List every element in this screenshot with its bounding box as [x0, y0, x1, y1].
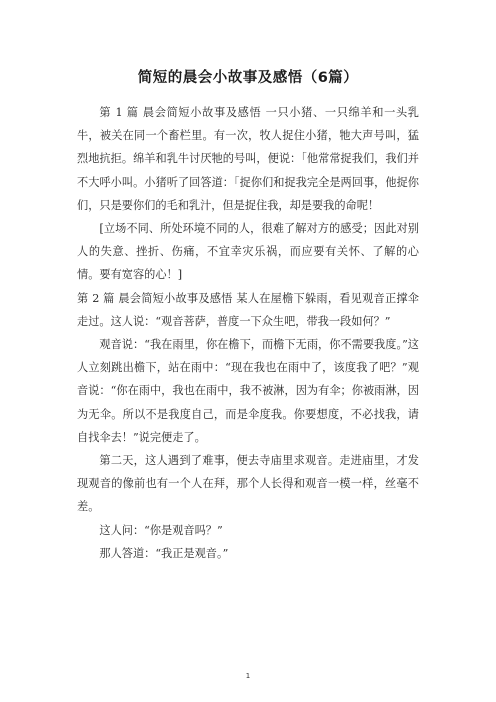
paragraph-7: 那人答道：“我正是观音。”	[99, 546, 229, 560]
document-body	[77, 101, 419, 565]
paragraph-1: 第 1 篇 晨会简短小故事及感悟 一只小猪、一只绵羊和一头乳牛，被关在同一个畜栏里。有一次，牧人捉住小猪，牠大声号叫，猛烈地抗拒。绵羊和乳牛讨厌牠的号叫，便说：「他常常捉我们，我们并不大呼小叫。小猪听了回答道：「捉你们和捉我完全是两回事，他捉你们，只是要你们的毛和乳汁，但是捉住我，却是要我的命呢！	[77, 106, 419, 212]
paragraph-3: 第 2 篇 晨会简短小故事及感悟 某人在屋檐下躲雨，看见观音正撑伞走过。这人说：“观音菩萨，普度一下众生吧，带我一段如何？”	[77, 291, 419, 328]
paragraph-5: 第二天，这人遇到了难事，便去寺庙里求观音。走进庙里，才发现观音的像前也有一个人在拜，那个人长得和观音一模一样，丝毫不差。	[77, 454, 419, 514]
page-number: 1	[245, 672, 251, 680]
paragraph-6: 这人问：“你是观音吗？”	[99, 523, 223, 537]
paragraph-2: [立场不同、所处环境不同的人，很难了解对方的感受；因此对别人的失意、挫折、伤痛，不宜幸灾乐祸，而应要有关怀、了解的心情。要有宽容的心！]	[77, 222, 419, 282]
document-title: 简短的晨会小故事及感悟（6篇）	[137, 70, 359, 86]
paragraph-4: 观音说：“我在雨里，你在檐下，而檐下无雨，你不需要我度。”这人立刻跳出檐下，站在雨中：“现在我也在雨中了，该度我了吧？”观音说：“你在雨中，我也在雨中，我不被淋，因为有伞；你被雨淋，因为无伞。所以不是我度自己，而是伞度我。你要想度，不必找我，请自找伞去！”说完便走了。	[77, 338, 419, 444]
